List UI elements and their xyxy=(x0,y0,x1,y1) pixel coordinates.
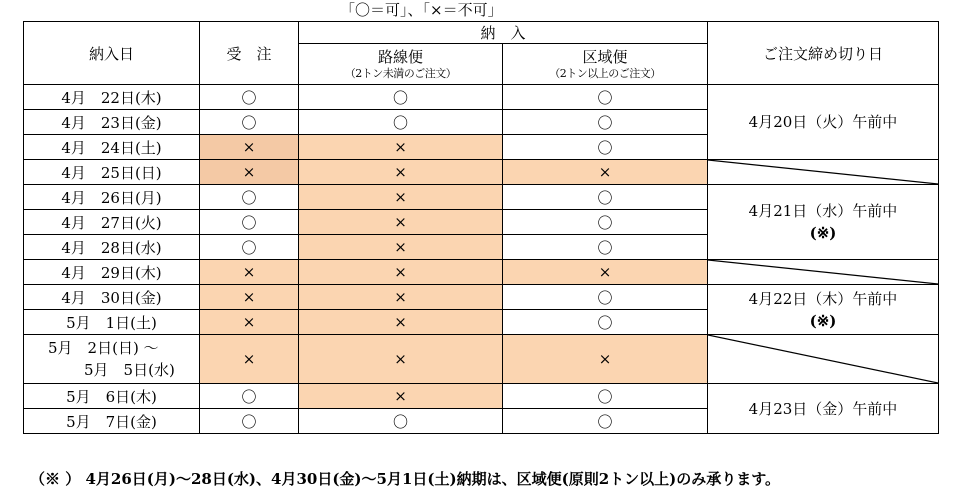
area-cell: 〇 xyxy=(503,135,708,160)
area-cell: 〇 xyxy=(503,310,708,335)
cutoff-text: 4月22日（木）午前中 xyxy=(748,289,898,308)
cutoff-cell xyxy=(708,384,939,434)
row-date: 5月 1日(土) xyxy=(24,310,200,335)
header-route-label: 路線便 xyxy=(377,48,423,66)
order-cell: × xyxy=(200,335,299,384)
row-date: 4月 22日(木) xyxy=(24,85,200,110)
area-cell: 〇 xyxy=(503,110,708,135)
route-cell: 〇 xyxy=(299,409,503,434)
order-cell: × xyxy=(200,285,299,310)
area-cell: × xyxy=(503,160,708,185)
footnote: （※ ） 4月26日(月)～28日(水)、4月30日(金)～5月1日(土)納期は、区域便(原則2トン以上)のみ承ります。 xyxy=(30,470,781,488)
route-cell: × xyxy=(299,285,503,310)
cutoff-cell xyxy=(708,285,939,335)
cutoff-note-mark: (※) xyxy=(809,224,837,242)
row-date: 4月 26日(月) xyxy=(24,185,200,210)
order-cell: 〇 xyxy=(200,384,299,409)
cutoff-cell xyxy=(708,185,939,260)
route-cell: × xyxy=(299,310,503,335)
route-cell: × xyxy=(299,335,503,384)
cutoff-none-cell xyxy=(708,160,939,185)
route-cell: 〇 xyxy=(299,110,503,135)
delivery-schedule-table xyxy=(23,21,939,434)
order-cell: 〇 xyxy=(200,235,299,260)
cutoff-none-cell xyxy=(708,335,939,384)
area-cell: × xyxy=(503,335,708,384)
route-cell: × xyxy=(299,160,503,185)
row-date: 4月 23日(金) xyxy=(24,110,200,135)
row-date: 4月 25日(日) xyxy=(24,160,200,185)
row-date: 4月 30日(金) xyxy=(24,285,200,310)
area-cell: 〇 xyxy=(503,235,708,260)
cutoff-text: 4月20日（火）午前中 xyxy=(748,113,898,131)
row-date: 4月 29日(木) xyxy=(24,260,200,285)
order-cell: × xyxy=(200,310,299,335)
row-date: 5月 6日(木) xyxy=(24,384,200,409)
cutoff-text: 4月23日（金）午前中 xyxy=(748,399,898,418)
route-cell: × xyxy=(299,210,503,235)
route-cell: × xyxy=(299,235,503,260)
row-date: 4月 24日(土) xyxy=(24,135,200,160)
area-cell: 〇 xyxy=(503,384,708,409)
row-date-start: 5月 2日(日) ～ xyxy=(48,339,159,357)
area-cell: 〇 xyxy=(503,285,708,310)
header-order: 受 注 xyxy=(200,22,299,85)
row-date: 5月 7日(金) xyxy=(24,409,200,434)
route-cell: × xyxy=(299,384,503,409)
row-date-end: 5月 5日(水) xyxy=(84,361,175,379)
order-cell: × xyxy=(200,260,299,285)
route-cell: × xyxy=(299,135,503,160)
header-area xyxy=(503,44,708,85)
route-cell: 〇 xyxy=(299,85,503,110)
order-cell: 〇 xyxy=(200,185,299,210)
cutoff-none-cell xyxy=(708,260,939,285)
row-date: 4月 27日(火) xyxy=(24,210,200,235)
diagonal-line xyxy=(708,260,938,284)
route-cell: × xyxy=(299,260,503,285)
header-area-label: 区域便 xyxy=(582,48,628,66)
header-route-note: （2トン未満のご注文） xyxy=(344,67,457,80)
order-cell: 〇 xyxy=(200,210,299,235)
header-route xyxy=(299,44,503,85)
order-cell: × xyxy=(200,160,299,185)
order-cell: 〇 xyxy=(200,110,299,135)
diagonal-line xyxy=(708,160,938,184)
area-cell: 〇 xyxy=(503,210,708,235)
cutoff-text: 4月21日（水）午前中 xyxy=(748,202,898,220)
legend-text: 「〇＝可」、「×＝不可」 xyxy=(340,1,503,19)
cutoff-cell xyxy=(708,85,939,160)
diagonal-line xyxy=(708,335,938,383)
route-cell: × xyxy=(299,185,503,210)
header-area-note: （2トン以上のご注文） xyxy=(549,67,661,80)
area-cell: 〇 xyxy=(503,85,708,110)
header-delivery: 納 入 xyxy=(299,22,708,44)
row-date: 4月 28日(水) xyxy=(24,235,200,260)
area-cell: × xyxy=(503,260,708,285)
row-date-range xyxy=(24,335,200,384)
header-cutoff: ご注文締め切り日 xyxy=(708,22,939,85)
order-cell: 〇 xyxy=(200,85,299,110)
order-cell: × xyxy=(200,135,299,160)
order-cell: 〇 xyxy=(200,409,299,434)
header-delivery-date: 納入日 xyxy=(24,22,200,85)
area-cell: 〇 xyxy=(503,185,708,210)
cutoff-note-mark: (※) xyxy=(809,311,837,330)
area-cell: 〇 xyxy=(503,409,708,434)
